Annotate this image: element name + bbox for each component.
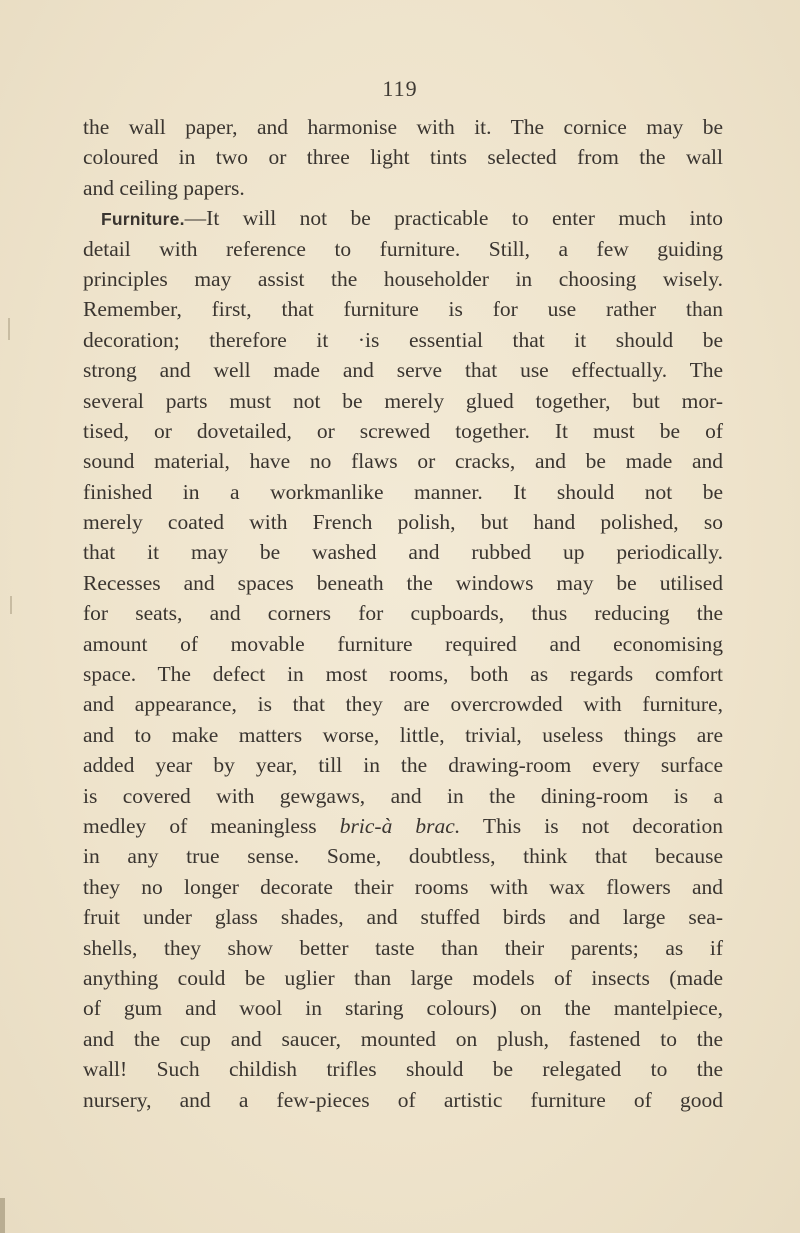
- text-line: Remember, first, that furniture is for use rather than: [83, 297, 723, 322]
- furniture-paragraph-first-line: [83, 203, 723, 233]
- margin-mark: [8, 318, 10, 340]
- text-fragment: This is not decoration: [460, 813, 724, 838]
- text-line: merely coated with French polish, but hand polished, so: [83, 510, 723, 535]
- text-line: for seats, and corners for cupboards, thus reducing the: [83, 601, 723, 626]
- text-line: and the cup and saucer, mounted on plush, fastened to the: [83, 1026, 723, 1051]
- text-line: in any true sense. Some, doubtless, think that because: [83, 844, 723, 869]
- text-line: principles may assist the householder in choosing wisely.: [83, 266, 723, 291]
- italic-phrase: bric-à brac.: [339, 813, 461, 838]
- text-line: shells, they show better taste than their parents; as if: [83, 935, 723, 960]
- text-line: and ceiling papers.: [83, 175, 245, 200]
- text-line: the wall paper, and harmonise with it. The cornice may be: [83, 115, 723, 139]
- text-line: is covered with gewgaws, and in the dining-room is a: [83, 783, 723, 808]
- body-text: [83, 112, 723, 1115]
- text-line: nursery, and a few-pieces of artistic furniture of good: [83, 1087, 723, 1112]
- text-line: wall! Such childish trifles should be relegated to the: [83, 1057, 723, 1082]
- text-line: detail with reference to furniture. Still, a few guiding: [83, 236, 723, 261]
- text-line: strong and well made and serve that use effectually. The: [83, 358, 723, 383]
- text-line: coloured in two or three light tints selected from the wall: [83, 145, 723, 170]
- text-line: finished in a workmanlike manner. It should not be: [83, 479, 723, 504]
- text-line-bric-a-brac: [83, 811, 723, 841]
- text-line: of gum and wool in staring colours) on the mantelpiece,: [83, 996, 723, 1021]
- text-line: anything could be uglier than large models of insects (made: [83, 965, 723, 990]
- text-fragment: —It will not be practicable to enter much into: [184, 206, 723, 231]
- text-line: they no longer decorate their rooms with wax flowers and: [83, 874, 723, 899]
- text-fragment: medley of meaningless: [83, 813, 340, 838]
- text-line: decoration; therefore it ·is essential that it should be: [83, 327, 723, 352]
- text-line: added year by year, till in the drawing-room every surface: [83, 753, 723, 778]
- page-number: 119: [382, 76, 418, 101]
- text-line: tised, or dovetailed, or screwed together. It must be of: [83, 418, 723, 443]
- text-line: fruit under glass shades, and stuffed birds and large sea-: [83, 905, 723, 930]
- text-line: Recesses and spaces beneath the windows may be utilised: [83, 570, 723, 595]
- section-heading-furniture: Furniture.: [101, 209, 185, 230]
- text-line: space. The defect in most rooms, both as regards comfort: [83, 662, 723, 687]
- text-line: amount of movable furniture required and economising: [83, 631, 723, 656]
- text-line: and to make matters worse, little, trivial, useless things are: [83, 722, 723, 747]
- page-edge-shadow: [0, 1198, 5, 1233]
- text-line: and appearance, is that they are overcrowded with furniture,: [83, 692, 723, 717]
- margin-mark: [10, 596, 12, 614]
- text-line: several parts must not be merely glued together, but mor-: [83, 388, 723, 413]
- text-line: that it may be washed and rubbed up periodically.: [83, 540, 723, 565]
- text-line: sound material, have no flaws or cracks, and be made and: [83, 449, 723, 474]
